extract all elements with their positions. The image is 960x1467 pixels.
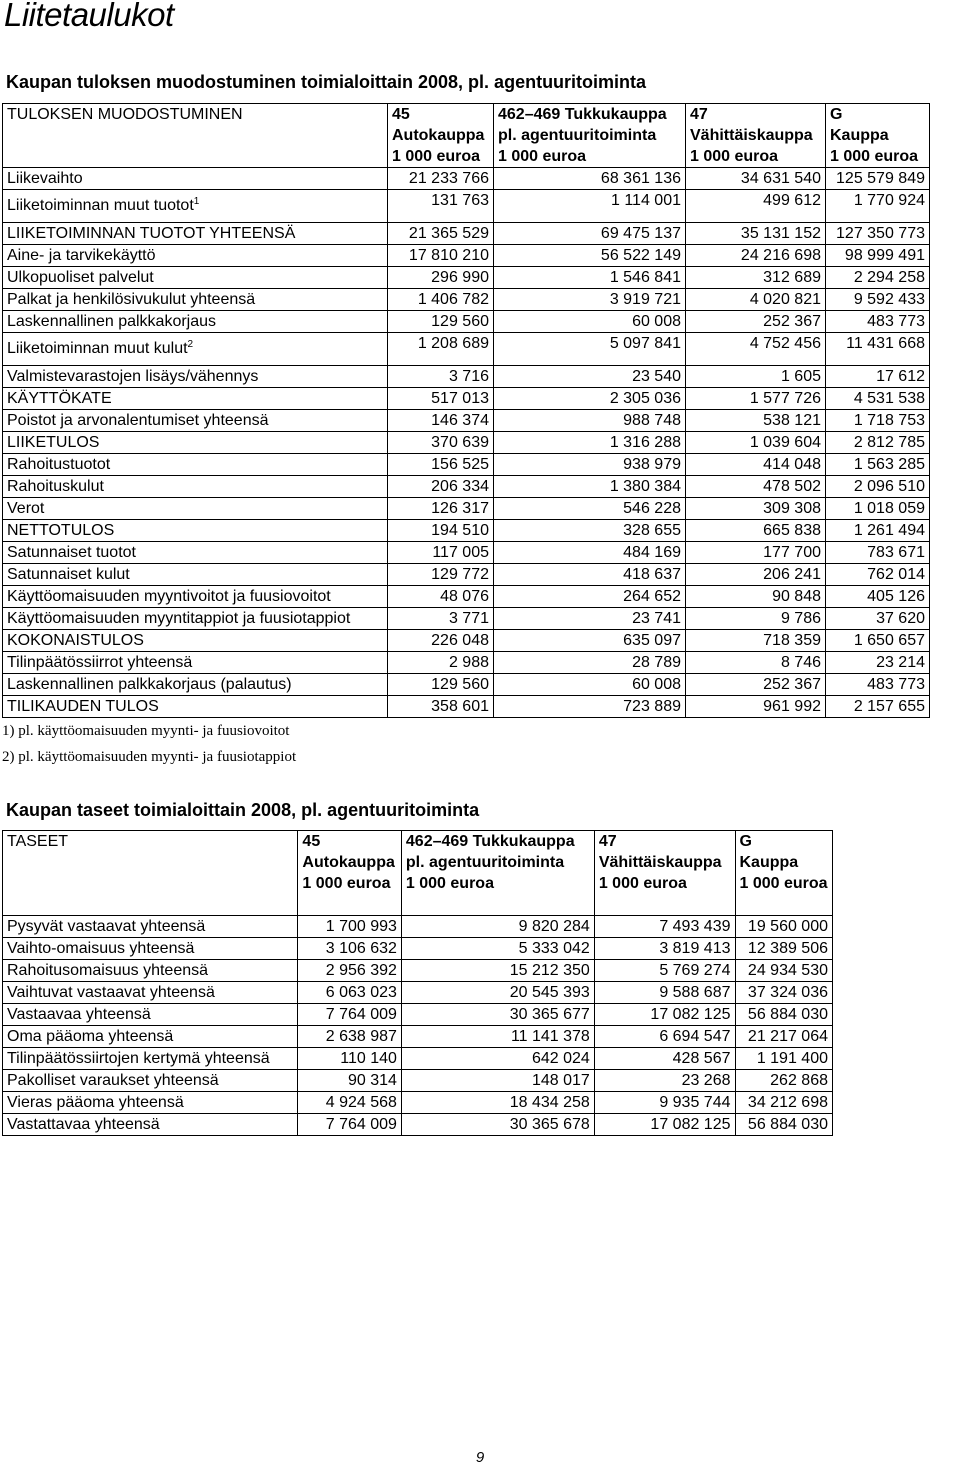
table-row <box>3 245 930 267</box>
value-cell: 309 308 <box>686 498 826 520</box>
row-label-cell <box>3 608 388 630</box>
value-cell: 538 121 <box>686 410 826 432</box>
value-cell: 2 638 987 <box>298 1026 401 1048</box>
results-col-header-tukkukauppa <box>494 104 686 168</box>
row-label-cell <box>3 366 388 388</box>
value-cell: 23 214 <box>826 652 930 674</box>
value-cell: 12 389 506 <box>735 938 833 960</box>
value-cell: 2 096 510 <box>826 476 930 498</box>
row-label: Liikevaihto <box>7 170 83 187</box>
table-row <box>3 630 930 652</box>
value-cell: 110 140 <box>298 1048 401 1070</box>
value-cell: 23 268 <box>594 1070 735 1092</box>
row-label: LIIKETOIMINNAN TUOTOT YHTEENSÄ <box>7 225 296 242</box>
footnote-2: 2) pl. käyttöomaisuuden myynti- ja fuusiotappiot <box>2 749 297 765</box>
value-cell: 1 261 494 <box>826 520 930 542</box>
value-cell: 723 889 <box>494 696 686 718</box>
results-table <box>2 103 930 718</box>
value-cell: 21 365 529 <box>388 223 494 245</box>
row-label: Tilinpäätössiirrot yhteensä <box>7 654 193 671</box>
table-row <box>3 608 930 630</box>
value-cell: 4 020 821 <box>686 289 826 311</box>
value-cell: 30 365 678 <box>401 1114 594 1136</box>
row-label: Käyttöomaisuuden myyntitappiot ja fuusiotappiot <box>7 610 351 627</box>
results-col-header-autokauppa <box>388 104 494 168</box>
value-cell: 718 359 <box>686 630 826 652</box>
value-cell: 2 988 <box>388 652 494 674</box>
value-cell: 6 694 547 <box>594 1026 735 1048</box>
value-cell: 1 406 782 <box>388 289 494 311</box>
value-cell: 328 655 <box>494 520 686 542</box>
value-cell: 1 114 001 <box>494 190 686 223</box>
value-cell: 783 671 <box>826 542 930 564</box>
row-label: Valmistevarastojen lisäys/vähennys <box>7 368 259 385</box>
value-cell: 1 563 285 <box>826 454 930 476</box>
balance-col-header-kauppa <box>735 831 833 916</box>
balance-col-code: 462–469 Tukkukauppa <box>405 833 575 850</box>
value-cell: 7 764 009 <box>298 1114 401 1136</box>
balance-header-row <box>3 831 833 916</box>
balance-table-title: Kaupan taseet toimialoittain 2008, pl. agentuuritoiminta <box>6 800 480 820</box>
balance-col-header-vahittaiskauppa <box>594 831 735 916</box>
value-cell: 358 601 <box>388 696 494 718</box>
value-cell: 9 786 <box>686 608 826 630</box>
table-row <box>3 520 930 542</box>
value-cell: 56 884 030 <box>735 1004 833 1026</box>
value-cell: 17 082 125 <box>594 1114 735 1136</box>
value-cell: 1 039 604 <box>686 432 826 454</box>
row-label: Satunnaiset tuotot <box>7 544 136 561</box>
value-cell: 1 718 753 <box>826 410 930 432</box>
value-cell: 1 605 <box>686 366 826 388</box>
value-cell: 1 208 689 <box>388 333 494 366</box>
footnote-marker: 2 <box>187 339 194 350</box>
page-heading: Liitetaulukot <box>4 0 174 33</box>
table-row <box>3 267 930 289</box>
balance-col-name: Kauppa <box>739 854 799 871</box>
row-label: Verot <box>7 500 45 517</box>
value-cell: 23 741 <box>494 608 686 630</box>
value-cell: 3 106 632 <box>298 938 401 960</box>
value-cell: 1 191 400 <box>735 1048 833 1070</box>
results-col-name: pl. agentuuritoiminta <box>498 127 657 144</box>
value-cell: 296 990 <box>388 267 494 289</box>
table-row <box>3 223 930 245</box>
value-cell: 37 324 036 <box>735 982 833 1004</box>
value-cell: 146 374 <box>388 410 494 432</box>
row-label-cell <box>3 696 388 718</box>
table-row <box>3 410 930 432</box>
table-row <box>3 916 833 938</box>
value-cell: 30 365 677 <box>401 1004 594 1026</box>
row-label-cell <box>3 498 388 520</box>
row-label-cell <box>3 1026 298 1048</box>
value-cell: 15 212 350 <box>401 960 594 982</box>
value-cell: 988 748 <box>494 410 686 432</box>
value-cell: 642 024 <box>401 1048 594 1070</box>
row-label-cell <box>3 960 298 982</box>
value-cell: 252 367 <box>686 311 826 333</box>
results-col-header-kauppa <box>826 104 930 168</box>
value-cell: 483 773 <box>826 311 930 333</box>
value-cell: 3 716 <box>388 366 494 388</box>
results-col-name: Kauppa <box>830 127 889 144</box>
row-label-cell <box>3 586 388 608</box>
results-col-name: Vähittäiskauppa <box>690 127 813 144</box>
value-cell: 18 434 258 <box>401 1092 594 1114</box>
row-label-cell <box>3 520 388 542</box>
row-label-cell <box>3 190 388 223</box>
row-label: Ulkopuoliset palvelut <box>7 269 154 286</box>
row-label: Pakolliset varaukset yhteensä <box>7 1072 219 1089</box>
row-label: NETTOTULOS <box>7 522 115 539</box>
row-label-cell <box>3 223 388 245</box>
value-cell: 24 216 698 <box>686 245 826 267</box>
value-cell: 7 493 439 <box>594 916 735 938</box>
value-cell: 3 771 <box>388 608 494 630</box>
row-label: Liiketoiminnan muut tuotot <box>7 197 194 214</box>
row-label: Pysyvät vastaavat yhteensä <box>7 918 206 935</box>
value-cell: 156 525 <box>388 454 494 476</box>
value-cell: 56 884 030 <box>735 1114 833 1136</box>
value-cell: 17 810 210 <box>388 245 494 267</box>
value-cell: 206 334 <box>388 476 494 498</box>
results-col-name: Autokauppa <box>392 127 485 144</box>
value-cell: 125 579 849 <box>826 168 930 190</box>
value-cell: 9 820 284 <box>401 916 594 938</box>
value-cell: 264 652 <box>494 586 686 608</box>
value-cell: 1 577 726 <box>686 388 826 410</box>
value-cell: 11 431 668 <box>826 333 930 366</box>
value-cell: 126 317 <box>388 498 494 520</box>
value-cell: 370 639 <box>388 432 494 454</box>
value-cell: 226 048 <box>388 630 494 652</box>
value-cell: 60 008 <box>494 674 686 696</box>
value-cell: 252 367 <box>686 674 826 696</box>
row-label-cell <box>3 311 388 333</box>
row-label-cell <box>3 1114 298 1136</box>
balance-col-name: Autokauppa <box>302 854 395 871</box>
value-cell: 19 560 000 <box>735 916 833 938</box>
row-label: Aine- ja tarvikekäyttö <box>7 247 156 264</box>
row-label-cell <box>3 267 388 289</box>
row-label-cell <box>3 916 298 938</box>
row-label: Oma pääoma yhteensä <box>7 1028 174 1045</box>
value-cell: 312 689 <box>686 267 826 289</box>
value-cell: 34 631 540 <box>686 168 826 190</box>
value-cell: 1 700 993 <box>298 916 401 938</box>
results-col-unit: 1 000 euroa <box>690 148 779 165</box>
value-cell: 405 126 <box>826 586 930 608</box>
results-table-body <box>3 168 930 718</box>
value-cell: 1 770 924 <box>826 190 930 223</box>
value-cell: 262 868 <box>735 1070 833 1092</box>
value-cell: 961 992 <box>686 696 826 718</box>
table-row <box>3 1070 833 1092</box>
value-cell: 37 620 <box>826 608 930 630</box>
value-cell: 9 592 433 <box>826 289 930 311</box>
table-row <box>3 1048 833 1070</box>
row-label-cell <box>3 1092 298 1114</box>
row-label-cell <box>3 938 298 960</box>
value-cell: 2 956 392 <box>298 960 401 982</box>
value-cell: 484 169 <box>494 542 686 564</box>
value-cell: 1 316 288 <box>494 432 686 454</box>
row-label: Vaihto-omaisuus yhteensä <box>7 940 195 957</box>
table-row <box>3 982 833 1004</box>
value-cell: 1 018 059 <box>826 498 930 520</box>
value-cell: 7 764 009 <box>298 1004 401 1026</box>
value-cell: 665 838 <box>686 520 826 542</box>
row-label: Vastaavaa yhteensä <box>7 1006 151 1023</box>
value-cell: 131 763 <box>388 190 494 223</box>
value-cell: 3 919 721 <box>494 289 686 311</box>
row-label-cell <box>3 333 388 366</box>
table-row <box>3 960 833 982</box>
row-label: LIIKETULOS <box>7 434 100 451</box>
results-col-code: 47 <box>690 106 708 123</box>
value-cell: 3 819 413 <box>594 938 735 960</box>
results-col-unit: 1 000 euroa <box>392 148 481 165</box>
value-cell: 5 333 042 <box>401 938 594 960</box>
row-label-cell <box>3 630 388 652</box>
footnote-marker: 1 <box>193 196 200 207</box>
row-label: Liiketoiminnan muut kulut <box>7 340 188 357</box>
table-row <box>3 454 930 476</box>
results-row-label-header-text: TULOKSEN MUODOSTUMINEN <box>7 106 243 123</box>
value-cell: 2 294 258 <box>826 267 930 289</box>
value-cell: 90 848 <box>686 586 826 608</box>
results-col-unit: 1 000 euroa <box>830 148 919 165</box>
value-cell: 546 228 <box>494 498 686 520</box>
balance-col-code: 45 <box>302 833 321 850</box>
row-label: Vastattavaa yhteensä <box>7 1116 160 1133</box>
row-label: Vieras pääoma yhteensä <box>7 1094 184 1111</box>
table-row <box>3 388 930 410</box>
value-cell: 69 475 137 <box>494 223 686 245</box>
table-row <box>3 674 930 696</box>
table-row <box>3 333 930 366</box>
value-cell: 428 567 <box>594 1048 735 1070</box>
value-cell: 5 097 841 <box>494 333 686 366</box>
value-cell: 414 048 <box>686 454 826 476</box>
table-row <box>3 432 930 454</box>
value-cell: 5 769 274 <box>594 960 735 982</box>
row-label-cell <box>3 542 388 564</box>
table-row <box>3 190 930 223</box>
value-cell: 60 008 <box>494 311 686 333</box>
balance-col-unit: 1 000 euroa <box>739 875 828 892</box>
row-label: Rahoitusomaisuus yhteensä <box>7 962 209 979</box>
table-row <box>3 586 930 608</box>
value-cell: 68 361 136 <box>494 168 686 190</box>
row-label: TILIKAUDEN TULOS <box>7 698 159 715</box>
table-row <box>3 564 930 586</box>
value-cell: 8 746 <box>686 652 826 674</box>
value-cell: 35 131 152 <box>686 223 826 245</box>
value-cell: 499 612 <box>686 190 826 223</box>
value-cell: 56 522 149 <box>494 245 686 267</box>
table-row <box>3 652 930 674</box>
table-row <box>3 696 930 718</box>
value-cell: 9 935 744 <box>594 1092 735 1114</box>
table-row <box>3 938 833 960</box>
value-cell: 206 241 <box>686 564 826 586</box>
row-label: Rahoitustuotot <box>7 456 111 473</box>
row-label-cell <box>3 652 388 674</box>
value-cell: 2 812 785 <box>826 432 930 454</box>
results-col-code: G <box>830 106 843 123</box>
page-number: 9 <box>475 1449 485 1466</box>
value-cell: 478 502 <box>686 476 826 498</box>
value-cell: 20 545 393 <box>401 982 594 1004</box>
value-cell: 17 082 125 <box>594 1004 735 1026</box>
row-label: Laskennallinen palkkakorjaus <box>7 313 217 330</box>
balance-row-label-header-text: TASEET <box>7 833 69 850</box>
row-label: Tilinpäätössiirtojen kertymä yhteensä <box>7 1050 270 1067</box>
value-cell: 2 157 655 <box>826 696 930 718</box>
value-cell: 517 013 <box>388 388 494 410</box>
value-cell: 9 588 687 <box>594 982 735 1004</box>
row-label-cell <box>3 454 388 476</box>
value-cell: 21 217 064 <box>735 1026 833 1048</box>
table-row <box>3 1004 833 1026</box>
table-row <box>3 1092 833 1114</box>
value-cell: 24 934 530 <box>735 960 833 982</box>
value-cell: 2 305 036 <box>494 388 686 410</box>
row-label-cell <box>3 1070 298 1092</box>
results-row-label-header <box>3 104 388 168</box>
row-label-cell <box>3 289 388 311</box>
balance-table-body <box>3 916 833 1136</box>
value-cell: 28 789 <box>494 652 686 674</box>
table-row <box>3 366 930 388</box>
row-label-cell <box>3 982 298 1004</box>
row-label-cell <box>3 245 388 267</box>
row-label-cell <box>3 1004 298 1026</box>
row-label-cell <box>3 476 388 498</box>
row-label: Rahoituskulut <box>7 478 104 495</box>
row-label-cell <box>3 432 388 454</box>
balance-col-header-tukkukauppa <box>401 831 594 916</box>
value-cell: 129 772 <box>388 564 494 586</box>
row-label-cell <box>3 388 388 410</box>
row-label: KÄYTTÖKATE <box>7 390 112 407</box>
row-label: Poistot ja arvonalentumiset yhteensä <box>7 412 269 429</box>
value-cell: 17 612 <box>826 366 930 388</box>
value-cell: 762 014 <box>826 564 930 586</box>
value-cell: 194 510 <box>388 520 494 542</box>
row-label: Vaihtuvat vastaavat yhteensä <box>7 984 215 1001</box>
table-row <box>3 289 930 311</box>
value-cell: 4 752 456 <box>686 333 826 366</box>
balance-col-unit: 1 000 euroa <box>405 875 494 892</box>
balance-col-header-autokauppa <box>298 831 401 916</box>
value-cell: 98 999 491 <box>826 245 930 267</box>
value-cell: 483 773 <box>826 674 930 696</box>
value-cell: 34 212 698 <box>735 1092 833 1114</box>
table-row <box>3 498 930 520</box>
value-cell: 1 380 384 <box>494 476 686 498</box>
row-label-cell <box>3 168 388 190</box>
balance-col-name: Vähittäiskauppa <box>598 854 722 871</box>
row-label: KOKONAISTULOS <box>7 632 144 649</box>
value-cell: 938 979 <box>494 454 686 476</box>
value-cell: 418 637 <box>494 564 686 586</box>
value-cell: 635 097 <box>494 630 686 652</box>
table-row <box>3 311 930 333</box>
balance-col-unit: 1 000 euroa <box>302 875 391 892</box>
balance-col-unit: 1 000 euroa <box>598 875 687 892</box>
value-cell: 11 141 378 <box>401 1026 594 1048</box>
table-row <box>3 1026 833 1048</box>
value-cell: 90 314 <box>298 1070 401 1092</box>
row-label: Käyttöomaisuuden myyntivoitot ja fuusiovoitot <box>7 588 331 605</box>
results-col-header-vahittaiskauppa <box>686 104 826 168</box>
row-label: Satunnaiset kulut <box>7 566 130 583</box>
value-cell: 148 017 <box>401 1070 594 1092</box>
value-cell: 177 700 <box>686 542 826 564</box>
results-col-code: 45 <box>392 106 410 123</box>
results-header-row <box>3 104 930 168</box>
results-col-unit: 1 000 euroa <box>498 148 587 165</box>
value-cell: 4 531 538 <box>826 388 930 410</box>
balance-table <box>2 830 833 1136</box>
value-cell: 6 063 023 <box>298 982 401 1004</box>
row-label: Palkat ja henkilösivukulut yhteensä <box>7 291 256 308</box>
value-cell: 23 540 <box>494 366 686 388</box>
value-cell: 4 924 568 <box>298 1092 401 1114</box>
balance-col-code: G <box>739 833 752 850</box>
value-cell: 48 076 <box>388 586 494 608</box>
results-footnotes <box>2 718 296 770</box>
table-row <box>3 168 930 190</box>
row-label-cell <box>3 1048 298 1070</box>
table-row <box>3 476 930 498</box>
table-row <box>3 1114 833 1136</box>
results-table-title: Kaupan tuloksen muodostuminen toimialoittain 2008, pl. agentuuritoiminta <box>6 72 647 92</box>
row-label-cell <box>3 410 388 432</box>
value-cell: 127 350 773 <box>826 223 930 245</box>
balance-col-name: pl. agentuuritoiminta <box>405 854 565 871</box>
value-cell: 1 650 657 <box>826 630 930 652</box>
results-col-code: 462–469 Tukkukauppa <box>498 106 667 123</box>
row-label-cell <box>3 674 388 696</box>
value-cell: 117 005 <box>388 542 494 564</box>
balance-col-code: 47 <box>598 833 617 850</box>
value-cell: 129 560 <box>388 311 494 333</box>
table-row <box>3 542 930 564</box>
row-label-cell <box>3 564 388 586</box>
value-cell: 21 233 766 <box>388 168 494 190</box>
row-label: Laskennallinen palkkakorjaus (palautus) <box>7 676 292 693</box>
footnote-1: 1) pl. käyttöomaisuuden myynti- ja fuusiovoitot <box>2 723 290 739</box>
value-cell: 129 560 <box>388 674 494 696</box>
value-cell: 1 546 841 <box>494 267 686 289</box>
balance-row-label-header <box>3 831 298 916</box>
